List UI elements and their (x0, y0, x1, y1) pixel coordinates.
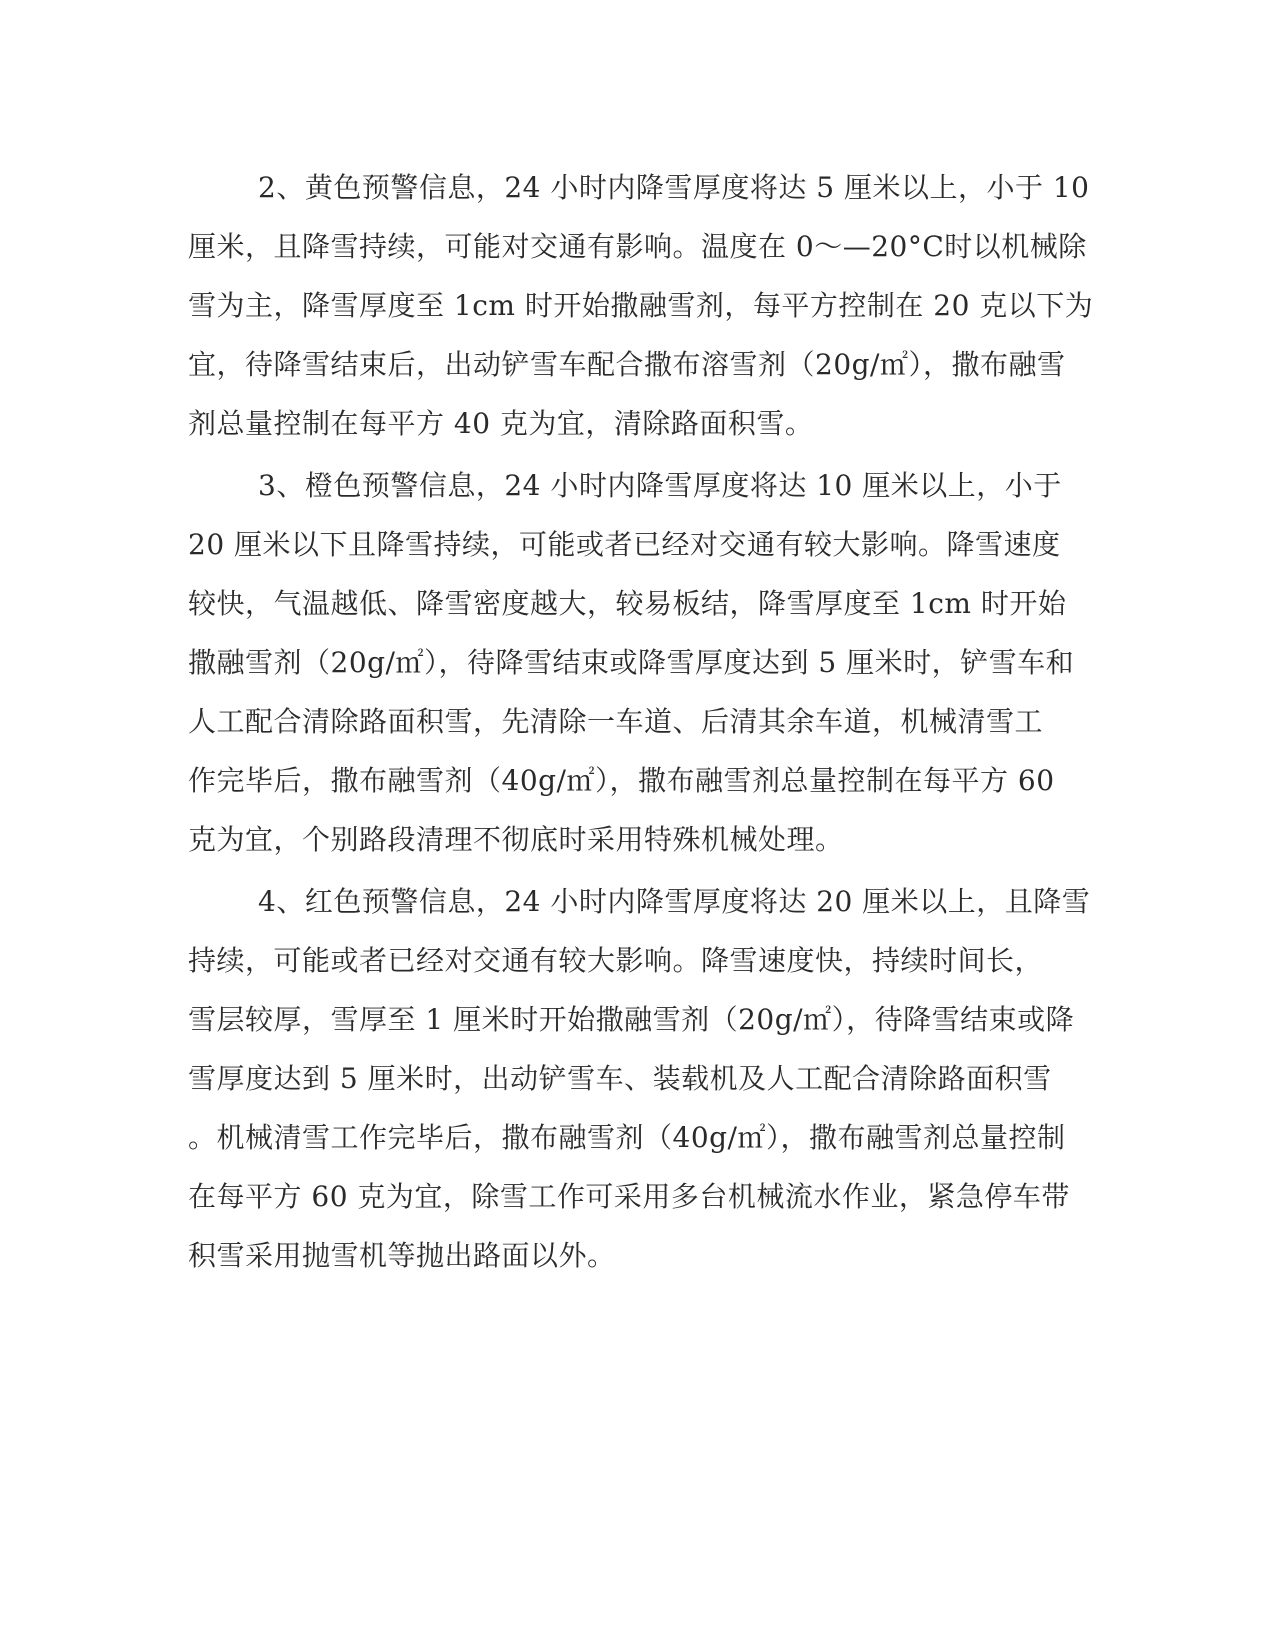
text-line: 剂总量控制在每平方 40 克为宜，清除路面积雪。 (188, 407, 814, 440)
text-line: 克为宜，个别路段清理不彻底时采用特殊机械处理。 (188, 823, 844, 856)
text-line: 撒融雪剂（20g/㎡），待降雪结束或降雪厚度达到 5 厘米时，铲雪车和 (188, 646, 1075, 679)
text-line: 雪为主，降雪厚度至 1cm 时开始撒融雪剂，每平方控制在 20 克以下为 (188, 289, 1094, 322)
paragraph-yellow-warning (188, 158, 1094, 453)
text-line: 2、黄色预警信息，24 小时内降雪厚度将达 5 厘米以上，小于 10 (258, 171, 1090, 204)
text-line: 持续，可能或者已经对交通有较大影响。降雪速度快，持续时间长， (188, 944, 1044, 977)
text-line: 宜，待降雪结束后，出动铲雪车配合撒布溶雪剂（20g/㎡），撒布融雪 (188, 348, 1066, 381)
text-line: 厘米，且降雪持续，可能对交通有影响。温度在 0～—20°C时以机械除 (188, 230, 1087, 263)
text-line: 雪层较厚，雪厚至 1 厘米时开始撒融雪剂（20g/㎡），待降雪结束或降 (188, 1003, 1075, 1036)
text-line: 20 厘米以下且降雪持续，可能或者已经对交通有较大影响。降雪速度 (188, 528, 1061, 561)
text-line: 雪厚度达到 5 厘米时，出动铲雪车、装载机及人工配合清除路面积雪 (188, 1062, 1052, 1095)
text-line: 在每平方 60 克为宜，除雪工作可采用多台机械流水作业，紧急停车带 (188, 1180, 1070, 1213)
text-line: 。机械清雪工作完毕后，撒布融雪剂（40g/㎡），撒布融雪剂总量控制 (188, 1121, 1066, 1154)
text-line: 较快，气温越低、降雪密度越大，较易板结，降雪厚度至 1cm 时开始 (188, 587, 1067, 620)
text-line: 4、红色预警信息，24 小时内降雪厚度将达 20 厘米以上，且降雪 (258, 885, 1091, 918)
paragraph-orange-warning (188, 456, 1088, 869)
paragraph-red-warning (188, 872, 1091, 1285)
text-line: 作完毕后，撒布融雪剂（40g/㎡），撒布融雪剂总量控制在每平方 60 (188, 764, 1055, 797)
text-line: 人工配合清除路面积雪，先清除一车道、后清其余车道，机械清雪工 (188, 705, 1044, 738)
document-body (188, 158, 1094, 1285)
text-line: 3、橙色预警信息，24 小时内降雪厚度将达 10 厘米以上，小于 (258, 469, 1062, 502)
text-line: 积雪采用抛雪机等抛出路面以外。 (188, 1239, 616, 1272)
